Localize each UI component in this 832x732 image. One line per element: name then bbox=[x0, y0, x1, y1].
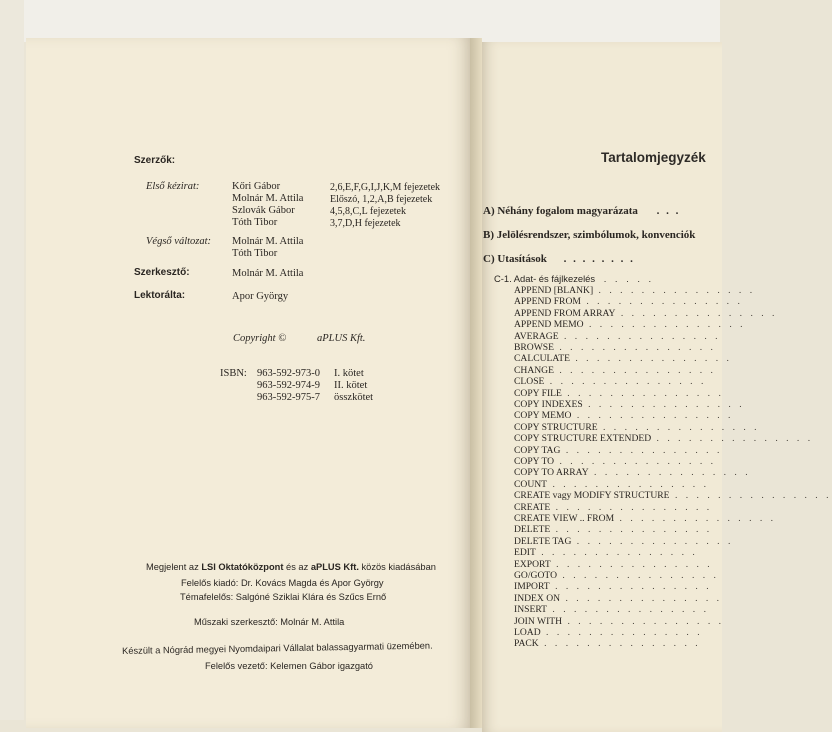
toc-command-row bbox=[514, 638, 701, 649]
toc-command-leader: . . . . . . . . . . . . . . . bbox=[597, 421, 760, 433]
toc-command-leader: . . . . . . . . . . . . . . . bbox=[583, 319, 746, 331]
toc-command-label: CREATE vagy MODIFY STRUCTURE bbox=[514, 490, 670, 502]
toc-command-label: COPY TO ARRAY bbox=[514, 467, 589, 479]
toc-command-label: LOAD bbox=[514, 627, 541, 638]
toc-command-label: CHANGE bbox=[514, 364, 554, 376]
toc-command-row bbox=[514, 319, 746, 330]
toc-command-label: EDIT bbox=[514, 547, 536, 559]
toc-subsection bbox=[494, 273, 654, 285]
toc-command-leader: . . . . . . . . . . . . . . . bbox=[580, 296, 743, 308]
toc-command-label: APPEND [BLANK] bbox=[514, 285, 594, 296]
toc-section-dots: . . . . . . . . bbox=[563, 253, 635, 265]
toc-command-row bbox=[514, 433, 813, 444]
toc-command-label: COPY STRUCTURE EXTENDED bbox=[514, 433, 652, 445]
toc-command-row bbox=[514, 604, 709, 615]
final-version-author: Molnár M. Attila bbox=[232, 236, 304, 247]
toc-section bbox=[483, 205, 680, 217]
toc-command-label: APPEND FROM bbox=[514, 296, 581, 308]
toc-command-label: COUNT bbox=[514, 478, 548, 490]
toc-section bbox=[483, 229, 695, 241]
toc-command-leader: . . . . . . . . . . . . . . . bbox=[651, 433, 814, 445]
toc-command-row bbox=[514, 479, 709, 490]
printer-head-line: Felelős vezető: Kelemen Gábor igazgató bbox=[205, 661, 373, 671]
copyright: Copyright © bbox=[233, 333, 287, 344]
isbn-label: ISBN: bbox=[220, 368, 247, 379]
toc-command-leader: . . . . . . . . . . . . . . . bbox=[549, 581, 712, 593]
isbn-volume: II. kötet bbox=[334, 380, 368, 391]
toc-command-leader: . . . . . . . . . . . . . . . bbox=[557, 570, 719, 581]
copyright-holder: aPLUS Kft. bbox=[317, 333, 366, 344]
toc-command-row bbox=[514, 353, 732, 364]
first-draft-author: Tóth Tibor bbox=[232, 217, 278, 228]
authors-label: Szerzők: bbox=[134, 155, 176, 166]
toc-command-label: PACK bbox=[514, 638, 539, 650]
toc-command-row bbox=[514, 422, 760, 433]
toc-command-row bbox=[514, 502, 712, 513]
toc-command-leader: . . . . . . . . . . . . . . . bbox=[550, 501, 713, 513]
published-prefix: Megjelent az bbox=[146, 562, 199, 572]
first-draft-label: Első kézirat: bbox=[146, 181, 200, 192]
toc-command-label: BROWSE bbox=[514, 342, 554, 353]
toc-command-leader: . . . . . . . . . . . . . . . bbox=[569, 353, 732, 365]
tech-editor-line: Műszaki szerkesztő: Molnár M. Attila bbox=[194, 617, 345, 627]
toc-command-label: EXPORT bbox=[514, 558, 551, 570]
publisher-line: Felelős kiadó: Dr. Kovács Magda és Apor György bbox=[181, 578, 384, 588]
toc-command-row bbox=[514, 456, 716, 467]
toc-command-row bbox=[514, 445, 722, 456]
isbn-number: 963-592-975-7 bbox=[257, 392, 320, 403]
toc-command-label: COPY FILE bbox=[514, 387, 562, 399]
toc-command-label: COPY TAG bbox=[514, 444, 561, 456]
printer-line: Készült a Nógrád megyei Nyomdaipari Vállalat balassagyarmati üzemében. bbox=[122, 640, 433, 656]
isbn-volume: összkötet bbox=[334, 392, 374, 403]
toc-command-label: DELETE bbox=[514, 524, 551, 536]
toc-command-row bbox=[514, 399, 745, 410]
theme-editor-line: Témafelelős: Salgóné Sziklai Klára és Szűcs Ernő bbox=[180, 592, 387, 602]
reviewer-label: Lektorálta: bbox=[134, 290, 186, 301]
toc-command-row bbox=[514, 331, 721, 342]
toc-subsection-label: C-1. Adat- és fájlkezelés bbox=[494, 273, 596, 284]
toc-section-label: C) Utasítások bbox=[483, 253, 547, 265]
toc-command-leader: . . . . . . . . . . . . . . . bbox=[547, 478, 709, 490]
published-org-lsi: LSI Oktatóközpont bbox=[201, 562, 284, 572]
toc-command-row bbox=[514, 593, 722, 604]
toc-command-row bbox=[514, 536, 733, 547]
toc-command-label: DELETE TAG bbox=[514, 535, 572, 547]
toc-command-row bbox=[514, 513, 776, 524]
background-left bbox=[0, 0, 24, 720]
toc-command-leader: . . . . . . . . . . . . . . . bbox=[560, 444, 723, 456]
toc-command-row bbox=[514, 388, 724, 399]
toc-command-row bbox=[514, 467, 751, 478]
isbn-number: 963-592-974-9 bbox=[257, 380, 320, 391]
toc-section bbox=[483, 253, 635, 265]
toc-command-leader: . . . . . . . . . . . . . . . bbox=[593, 285, 756, 296]
toc-subsection-dots: . . . . . bbox=[603, 273, 655, 284]
editor-label: Szerkesztő: bbox=[134, 267, 190, 278]
toc-command-row bbox=[514, 365, 716, 376]
toc-command-row bbox=[514, 524, 712, 535]
toc-command-label: APPEND FROM ARRAY bbox=[514, 307, 616, 319]
toc-command-label: CALCULATE bbox=[514, 353, 570, 365]
background-top bbox=[0, 0, 720, 42]
toc-command-leader: . . . . . . . . . . . . . . . bbox=[554, 456, 717, 467]
toc-command-label: APPEND MEMO bbox=[514, 319, 584, 331]
reviewer-name: Apor György bbox=[232, 291, 289, 302]
first-draft-author: Kőri Gábor bbox=[232, 181, 281, 192]
toc-command-leader: . . . . . . . . . . . . . . . bbox=[553, 364, 716, 376]
toc-command-leader: . . . . . . . . . . . . . . . bbox=[553, 342, 716, 353]
toc-command-leader: . . . . . . . . . . . . . . . bbox=[571, 535, 734, 547]
toc-command-row bbox=[514, 490, 832, 501]
toc-section-dots: . . . bbox=[656, 205, 681, 217]
toc-command-leader: . . . . . . . . . . . . . . . bbox=[547, 604, 709, 616]
toc-command-label: COPY STRUCTURE bbox=[514, 421, 598, 433]
toc-command-row bbox=[514, 547, 698, 558]
toc-command-row bbox=[514, 627, 703, 638]
toc-command-label: CREATE VIEW .. FROM bbox=[514, 513, 615, 524]
toc-command-leader: . . . . . . . . . . . . . . . bbox=[588, 467, 751, 479]
first-draft-chapters: Előszó, 1,2,A,B fejezetek bbox=[330, 194, 433, 205]
final-version-label: Végső változat: bbox=[146, 236, 212, 247]
toc-command-leader: . . . . . . . . . . . . . . . bbox=[560, 592, 723, 604]
toc-command-leader: . . . . . . . . . . . . . . . bbox=[550, 524, 713, 536]
editor-name: Molnár M. Attila bbox=[232, 268, 304, 279]
toc-command-label: GO/GOTO bbox=[514, 570, 557, 581]
toc-command-label: INSERT bbox=[514, 604, 548, 616]
toc-command-leader: . . . . . . . . . . . . . . . bbox=[550, 558, 713, 570]
published-mid: és az bbox=[286, 562, 309, 572]
toc-title: Tartalomjegyzék bbox=[601, 150, 706, 165]
first-draft-chapters: 4,5,8,C,L fejezetek bbox=[330, 206, 406, 217]
published-suffix: közös kiadásában bbox=[361, 562, 436, 572]
toc-command-leader: . . . . . . . . . . . . . . . bbox=[614, 513, 777, 524]
toc-command-row bbox=[514, 570, 719, 581]
published-org-aplus: aPLUS Kft. bbox=[310, 562, 359, 572]
toc-command-row bbox=[514, 376, 706, 387]
toc-command-label: IMPORT bbox=[514, 581, 550, 593]
toc-section-label: B) Jelölésrendszer, szimbólumok, konvenciók bbox=[483, 229, 696, 241]
toc-command-row bbox=[514, 410, 733, 421]
toc-command-leader: . . . . . . . . . . . . . . . bbox=[540, 627, 703, 638]
toc-command-row bbox=[514, 296, 743, 307]
toc-section-label: A) Néhány fogalom magyarázata bbox=[483, 205, 638, 217]
toc-command-label: COPY TO bbox=[514, 456, 555, 467]
book-gutter bbox=[470, 38, 482, 728]
toc-command-leader: . . . . . . . . . . . . . . . bbox=[535, 547, 698, 559]
toc-command-leader: . . . . . . . . . . . . . . . bbox=[615, 307, 778, 319]
toc-command-leader: . . . . . . . . . . . . . . . bbox=[562, 615, 725, 627]
toc-command-label: JOIN WITH bbox=[514, 615, 563, 627]
toc-command-leader: . . . . . . . . . . . . . . . bbox=[669, 490, 832, 502]
toc-command-leader: . . . . . . . . . . . . . . . bbox=[544, 376, 707, 388]
published-line bbox=[146, 561, 436, 573]
toc-command-leader: . . . . . . . . . . . . . . . bbox=[538, 638, 701, 650]
toc-command-leader: . . . . . . . . . . . . . . . bbox=[558, 330, 721, 342]
toc-command-label: AVERAGE bbox=[514, 330, 559, 342]
toc-command-leader: . . . . . . . . . . . . . . . bbox=[561, 387, 724, 399]
first-draft-author: Szlovák Gábor bbox=[232, 205, 295, 216]
isbn-volume: I. kötet bbox=[334, 368, 364, 379]
toc-command-leader: . . . . . . . . . . . . . . . bbox=[571, 410, 734, 422]
toc-command-label: CREATE bbox=[514, 501, 551, 513]
first-draft-chapters: 3,7,D,H fejezetek bbox=[330, 218, 401, 229]
toc-command-row bbox=[514, 559, 713, 570]
toc-command-row bbox=[514, 285, 755, 296]
toc-command-label: CLOSE bbox=[514, 376, 545, 388]
final-version-author: Tóth Tibor bbox=[232, 248, 278, 259]
first-draft-author: Molnár M. Attila bbox=[232, 193, 304, 204]
first-draft-chapters: 2,6,E,F,G,I,J,K,M fejezetek bbox=[330, 182, 441, 193]
toc-command-leader: . . . . . . . . . . . . . . . bbox=[582, 399, 745, 410]
toc-command-label: COPY INDEXES bbox=[514, 399, 583, 410]
toc-command-label: COPY MEMO bbox=[514, 410, 572, 422]
toc-command-row bbox=[514, 308, 777, 319]
toc-command-row bbox=[514, 616, 724, 627]
isbn-number: 963-592-973-0 bbox=[257, 368, 320, 379]
toc-command-row bbox=[514, 581, 712, 592]
toc-command-row bbox=[514, 342, 716, 353]
toc-command-label: INDEX ON bbox=[514, 592, 561, 604]
